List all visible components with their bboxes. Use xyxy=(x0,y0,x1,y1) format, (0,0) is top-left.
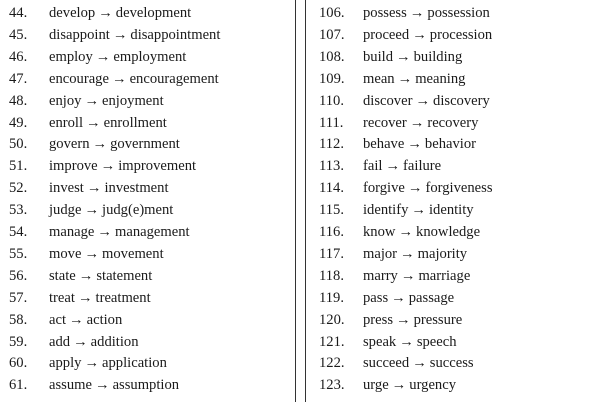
word-pair xyxy=(49,331,139,353)
item-number: 118. xyxy=(319,267,344,284)
word-pair xyxy=(363,352,474,374)
item-number: 46. xyxy=(9,48,28,65)
derived-word: action xyxy=(86,311,123,328)
item-number: 49. xyxy=(9,114,28,131)
arrow-icon: → xyxy=(397,70,413,87)
arrow-icon: → xyxy=(98,5,113,21)
item-number: 121. xyxy=(319,333,345,350)
derived-word: speech xyxy=(416,333,457,350)
derived-word: encouragement xyxy=(129,70,219,87)
item-number: 111. xyxy=(319,114,344,131)
word-pair xyxy=(363,374,456,396)
word-pair xyxy=(363,243,467,265)
word-pair xyxy=(363,68,465,90)
base-word: move xyxy=(49,245,82,262)
derived-word: urgency xyxy=(409,377,457,394)
item-number: 106. xyxy=(319,5,345,21)
item-number: 119. xyxy=(319,289,344,306)
derived-word: forgiveness xyxy=(425,180,493,197)
base-word: discover xyxy=(363,92,413,109)
word-pair xyxy=(49,352,167,374)
base-word: encourage xyxy=(49,70,109,87)
arrow-icon: → xyxy=(86,180,102,197)
base-word: judge xyxy=(49,202,82,219)
arrow-icon: → xyxy=(400,245,415,262)
derived-word: improvement xyxy=(118,158,197,175)
word-pair xyxy=(49,374,179,396)
word-pair xyxy=(363,155,441,177)
right-column xyxy=(305,0,600,402)
arrow-icon: → xyxy=(400,267,416,284)
derived-word: pressure xyxy=(413,311,463,328)
derived-word: statement xyxy=(96,267,153,284)
word-pair xyxy=(363,309,462,331)
base-word: enroll xyxy=(49,114,84,131)
item-number: 58. xyxy=(9,311,28,328)
derived-word: disappointment xyxy=(130,26,221,43)
arrow-icon: → xyxy=(411,202,426,219)
arrow-icon: → xyxy=(385,158,401,175)
base-word: build xyxy=(363,48,393,65)
base-word: major xyxy=(363,245,398,262)
derived-word: government xyxy=(110,136,180,153)
item-number: 50. xyxy=(9,136,28,153)
base-word: proceed xyxy=(363,26,410,43)
derived-word: development xyxy=(115,5,192,21)
derived-word: failure xyxy=(403,158,442,175)
base-word: know xyxy=(363,224,396,240)
arrow-icon: → xyxy=(100,158,116,175)
base-word: manage xyxy=(49,224,95,240)
word-pair xyxy=(363,221,480,243)
derived-word: application xyxy=(102,355,167,372)
base-word: assume xyxy=(49,377,92,394)
word-pair xyxy=(49,155,196,177)
derived-word: marriage xyxy=(418,267,471,284)
word-pair xyxy=(49,90,164,112)
base-word: fail xyxy=(363,158,383,175)
arrow-icon: → xyxy=(84,202,100,219)
item-number: 123. xyxy=(319,377,345,394)
word-pair xyxy=(49,243,164,265)
arrow-icon: → xyxy=(415,92,431,109)
word-pair xyxy=(363,133,476,155)
word-pair xyxy=(363,112,478,134)
base-word: succeed xyxy=(363,355,410,372)
arrow-icon: → xyxy=(97,224,112,240)
item-number: 53. xyxy=(9,202,28,219)
base-word: pass xyxy=(363,289,389,306)
word-pair xyxy=(363,2,490,24)
word-pair xyxy=(363,24,492,46)
base-word: mean xyxy=(363,70,395,87)
item-number: 108. xyxy=(319,48,345,65)
word-pair xyxy=(363,90,490,112)
item-number: 47. xyxy=(9,70,28,87)
arrow-icon: → xyxy=(396,311,411,328)
derived-word: assumption xyxy=(112,377,180,394)
item-number: 56. xyxy=(9,267,28,284)
base-word: behave xyxy=(363,136,405,153)
item-number: 109. xyxy=(319,70,345,87)
arrow-icon: → xyxy=(92,136,108,153)
arrow-icon: → xyxy=(399,333,414,350)
item-number: 115. xyxy=(319,202,344,219)
derived-word: possession xyxy=(427,5,490,21)
base-word: treat xyxy=(49,289,75,306)
base-word: press xyxy=(363,311,393,328)
derived-word: movement xyxy=(102,245,164,262)
word-pair xyxy=(49,287,151,309)
word-pair xyxy=(363,199,474,221)
base-word: act xyxy=(49,311,67,328)
base-word: marry xyxy=(363,267,398,284)
arrow-icon: → xyxy=(84,245,100,262)
derived-word: judg(e)ment xyxy=(102,202,174,219)
left-column xyxy=(0,0,296,402)
derived-word: building xyxy=(413,48,463,65)
derived-word: knowledge xyxy=(416,224,481,240)
item-number: 45. xyxy=(9,26,28,43)
base-word: forgive xyxy=(363,180,405,197)
base-word: speak xyxy=(363,333,397,350)
item-number: 122. xyxy=(319,355,345,372)
word-pair xyxy=(49,221,190,243)
derived-word: treatment xyxy=(95,289,151,306)
item-number: 116. xyxy=(319,224,344,240)
derived-word: recovery xyxy=(427,114,479,131)
base-word: invest xyxy=(49,180,84,197)
derived-word: addition xyxy=(90,333,139,350)
item-number: 112. xyxy=(319,136,344,153)
derived-word: majority xyxy=(417,245,468,262)
word-pair xyxy=(49,112,167,134)
base-word: disappoint xyxy=(49,26,110,43)
base-word: apply xyxy=(49,355,82,372)
base-word: develop xyxy=(49,5,96,21)
base-word: recover xyxy=(363,114,407,131)
word-pair xyxy=(363,46,462,68)
arrow-icon: → xyxy=(396,48,411,65)
base-word: urge xyxy=(363,377,389,394)
item-number: 117. xyxy=(319,245,344,262)
derived-word: identity xyxy=(429,202,474,219)
item-number: 107. xyxy=(319,26,345,43)
base-word: possess xyxy=(363,5,407,21)
word-pair xyxy=(49,309,122,331)
arrow-icon: → xyxy=(409,114,425,131)
derived-word: enjoyment xyxy=(102,92,164,109)
item-number: 54. xyxy=(9,224,28,240)
item-number: 110. xyxy=(319,92,344,109)
derived-word: investment xyxy=(104,180,169,197)
item-number: 114. xyxy=(319,180,344,197)
word-pair xyxy=(49,68,219,90)
word-pair xyxy=(49,2,191,24)
word-pair xyxy=(49,133,180,155)
word-pair xyxy=(363,287,454,309)
derived-word: success xyxy=(429,355,474,372)
arrow-icon: → xyxy=(409,5,425,21)
item-number: 52. xyxy=(9,180,28,197)
item-number: 113. xyxy=(319,158,344,175)
arrow-icon: → xyxy=(77,289,93,306)
arrow-icon: → xyxy=(94,377,110,394)
base-word: identify xyxy=(363,202,409,219)
derived-word: employment xyxy=(113,48,187,65)
base-word: state xyxy=(49,267,76,284)
word-pair xyxy=(363,177,493,199)
arrow-icon: → xyxy=(112,26,128,43)
base-word: employ xyxy=(49,48,93,65)
arrow-icon: → xyxy=(84,355,100,372)
item-number: 60. xyxy=(9,355,28,372)
word-pair xyxy=(49,177,169,199)
base-word: add xyxy=(49,333,71,350)
arrow-icon: → xyxy=(78,267,94,284)
arrow-icon: → xyxy=(69,311,84,328)
item-number: 57. xyxy=(9,289,28,306)
arrow-icon: → xyxy=(398,224,414,240)
arrow-icon: → xyxy=(111,70,127,87)
arrow-icon: → xyxy=(95,48,111,65)
base-word: govern xyxy=(49,136,90,153)
arrow-icon: → xyxy=(407,136,422,153)
item-number: 44. xyxy=(9,5,28,21)
derived-word: procession xyxy=(429,26,493,43)
word-pair xyxy=(363,331,457,353)
derived-word: meaning xyxy=(415,70,466,87)
item-number: 55. xyxy=(9,245,28,262)
word-pair xyxy=(49,265,152,287)
derived-word: passage xyxy=(408,289,455,306)
word-pair xyxy=(363,265,470,287)
arrow-icon: → xyxy=(86,114,101,131)
item-number: 51. xyxy=(9,158,28,175)
word-pair xyxy=(49,199,173,221)
derived-word: discovery xyxy=(433,92,490,109)
word-pair xyxy=(49,46,186,68)
word-pair xyxy=(49,24,220,46)
item-number: 120. xyxy=(319,311,345,328)
base-word: enjoy xyxy=(49,92,82,109)
base-word: improve xyxy=(49,158,98,175)
derived-word: enrollment xyxy=(103,114,167,131)
derived-word: management xyxy=(114,224,190,240)
arrow-icon: → xyxy=(391,377,407,394)
derived-word: behavior xyxy=(424,136,476,153)
arrow-icon: → xyxy=(412,355,427,372)
arrow-icon: → xyxy=(412,26,427,43)
arrow-icon: → xyxy=(84,92,100,109)
item-number: 61. xyxy=(9,377,28,394)
item-number: 59. xyxy=(9,333,28,350)
arrow-icon: → xyxy=(73,333,88,350)
arrow-icon: → xyxy=(407,180,423,197)
item-number: 48. xyxy=(9,92,28,109)
arrow-icon: → xyxy=(391,289,406,306)
